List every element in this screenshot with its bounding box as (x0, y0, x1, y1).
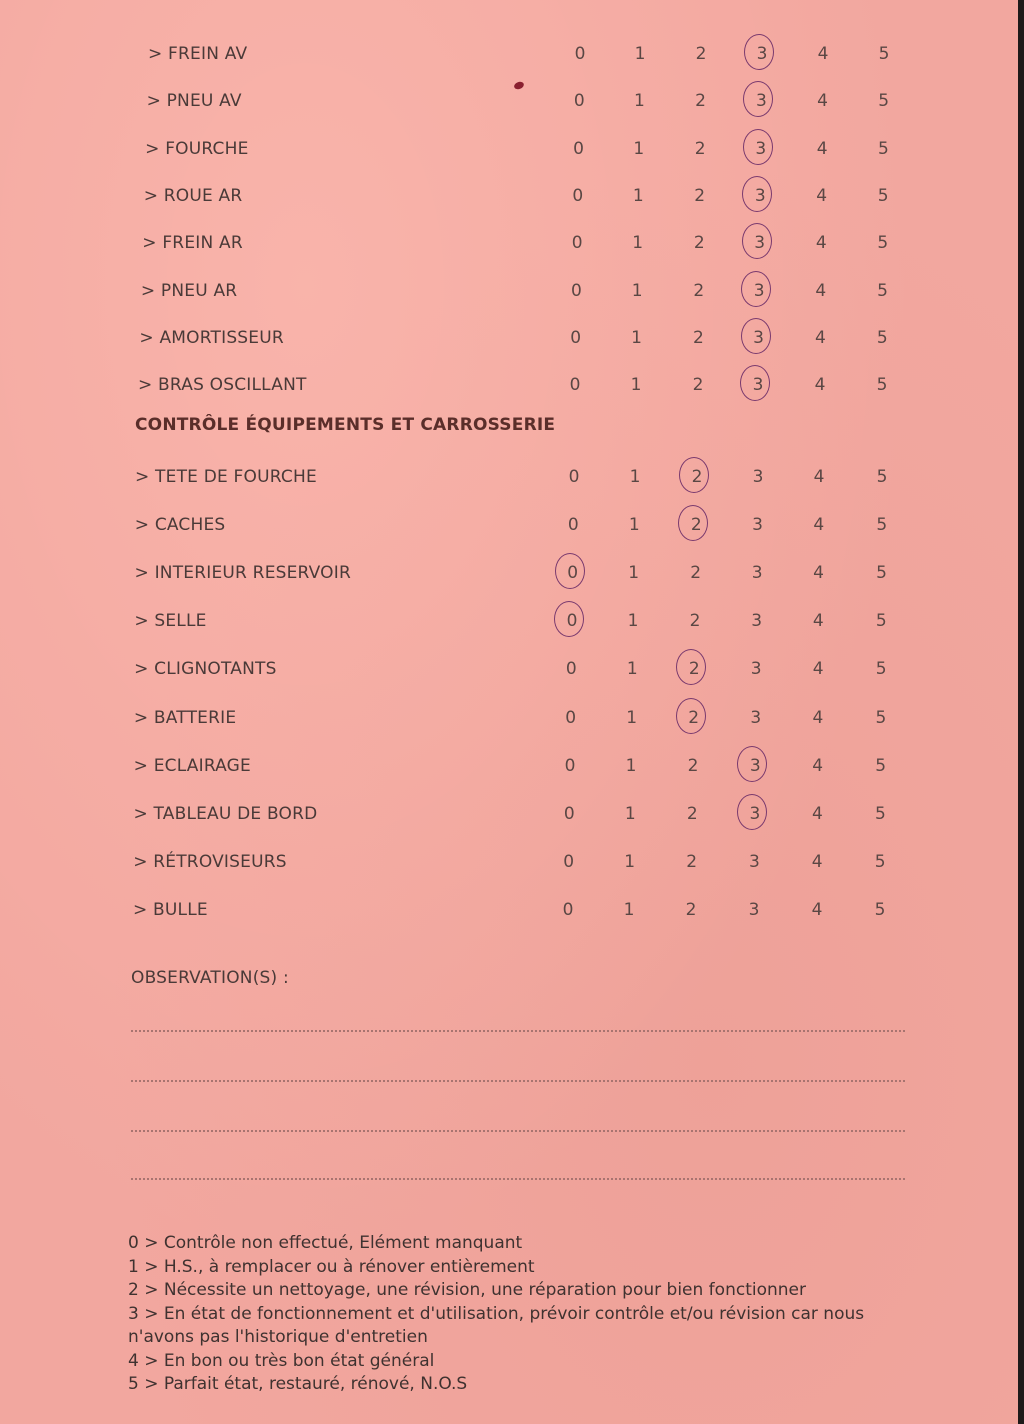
rating-legend (128, 1232, 908, 1397)
score-option-3[interactable]: 3 (749, 137, 773, 161)
score-option-4[interactable]: 4 (814, 375, 826, 396)
score-option-1[interactable]: 1 (626, 707, 638, 728)
observation-line[interactable] (131, 1080, 905, 1082)
score-option-4[interactable]: 4 (815, 233, 827, 254)
rating-row-label: > INTERIEUR RESERVOIR (134, 563, 351, 584)
score-option-3[interactable]: 3 (750, 42, 774, 66)
legend-item: 4 > En bon ou très bon état général (128, 1350, 435, 1371)
rating-row (0, 513, 1018, 553)
score-option-0[interactable]: 0 (572, 185, 584, 206)
rating-row-label: > ECLAIRAGE (133, 755, 251, 776)
score-option-2[interactable]: 2 (693, 233, 705, 254)
rating-row (0, 657, 1018, 697)
score-option-0[interactable]: 0 (562, 899, 574, 920)
score-option-4[interactable]: 4 (811, 899, 823, 920)
rating-row-label: > FREIN AV (148, 44, 248, 64)
score-option-0[interactable]: 0 (563, 803, 575, 824)
score-option-5[interactable]: 5 (878, 91, 890, 112)
score-option-2[interactable]: 2 (686, 851, 698, 872)
score-option-3[interactable]: 3 (743, 802, 767, 826)
legend-item: 1 > H.S., à remplacer ou à rénover entièrement (128, 1256, 535, 1277)
score-option-1[interactable]: 1 (634, 91, 645, 112)
rating-row (0, 184, 1018, 224)
score-option-2[interactable]: 2 (695, 91, 706, 112)
rating-row-label: > BRAS OSCILLANT (138, 375, 307, 396)
score-option-2[interactable]: 2 (693, 327, 704, 348)
legend-item: 5 > Parfait état, restauré, rénové, N.O.S (128, 1374, 468, 1394)
score-option-3[interactable]: 3 (747, 279, 771, 303)
score-option-2[interactable]: 2 (692, 375, 704, 396)
score-option-2[interactable]: 2 (685, 899, 697, 920)
rating-row (0, 373, 1018, 413)
observation-line[interactable] (131, 1178, 905, 1180)
score-option-5[interactable]: 5 (875, 611, 887, 632)
rating-row-label: > SELLE (134, 611, 207, 632)
rating-row (0, 706, 1018, 746)
score-option-3[interactable]: 3 (751, 563, 763, 584)
score-option-2[interactable]: 2 (695, 44, 707, 64)
rating-row (0, 609, 1018, 649)
score-option-1[interactable]: 1 (624, 803, 636, 824)
score-option-2[interactable]: 2 (682, 706, 706, 730)
rating-row-label: > CACHES (134, 515, 226, 536)
rating-row-label: > BULLE (133, 899, 208, 920)
score-option-5[interactable]: 5 (876, 467, 888, 487)
score-option-3[interactable]: 3 (748, 184, 772, 208)
score-option-5[interactable]: 5 (874, 851, 886, 872)
score-option-3[interactable]: 3 (752, 467, 764, 487)
rating-row-label: > RÉTROVISEURS (133, 851, 287, 872)
score-option-0[interactable]: 0 (564, 755, 576, 776)
score-option-4[interactable]: 4 (812, 611, 824, 632)
score-option-4[interactable]: 4 (817, 44, 829, 64)
legend-item: 2 > Nécessite un nettoyage, une révision, une réparation pour bien fonctionner (128, 1280, 806, 1300)
section-title: CONTRÔLE ÉQUIPEMENTS ET CARROSSERIE (135, 415, 556, 435)
score-option-2[interactable]: 2 (689, 611, 701, 632)
score-option-4[interactable]: 4 (812, 659, 824, 680)
score-option-1[interactable]: 1 (626, 659, 638, 680)
rating-row-label: > PNEU AR (140, 280, 238, 301)
score-option-5[interactable]: 5 (877, 280, 888, 301)
score-option-0[interactable]: 0 (563, 851, 575, 872)
score-option-4[interactable]: 4 (815, 280, 827, 301)
rating-row-label: > BATTERIE (133, 707, 237, 728)
score-option-3[interactable]: 3 (749, 89, 773, 113)
score-option-5[interactable]: 5 (874, 899, 886, 920)
rating-row-label: > ROUE AR (143, 185, 243, 206)
legend-item: 0 > Contrôle non effectué, Elément manquant (128, 1233, 523, 1253)
score-option-5[interactable]: 5 (878, 44, 890, 64)
score-option-1[interactable]: 1 (624, 851, 636, 872)
score-option-1[interactable]: 1 (623, 899, 635, 920)
rating-row (0, 465, 1018, 505)
rating-row (0, 898, 1018, 938)
background-edge (1018, 0, 1024, 1424)
score-option-5[interactable]: 5 (878, 138, 889, 159)
score-option-1[interactable]: 1 (628, 563, 640, 584)
score-option-3[interactable]: 3 (751, 611, 763, 632)
score-option-1[interactable]: 1 (628, 515, 640, 536)
score-option-2[interactable]: 2 (685, 465, 709, 489)
score-option-0[interactable]: 0 (574, 44, 586, 64)
score-option-1[interactable]: 1 (632, 233, 644, 254)
score-option-3[interactable]: 3 (747, 326, 771, 350)
score-option-0[interactable]: 0 (567, 515, 579, 536)
score-option-1[interactable]: 1 (632, 185, 644, 206)
score-option-4[interactable]: 4 (812, 803, 823, 824)
score-option-3[interactable]: 3 (750, 659, 762, 680)
rating-row (0, 850, 1018, 890)
score-option-2[interactable]: 2 (694, 138, 706, 159)
score-option-4[interactable]: 4 (815, 327, 826, 348)
score-option-0[interactable]: 0 (570, 327, 582, 348)
rating-row (0, 326, 1018, 366)
score-option-1[interactable]: 1 (625, 755, 637, 776)
score-option-5[interactable]: 5 (876, 327, 888, 348)
rating-row (0, 754, 1018, 794)
score-option-2[interactable]: 2 (694, 185, 706, 206)
score-option-2[interactable]: 2 (682, 657, 706, 681)
score-option-3[interactable]: 3 (748, 231, 772, 255)
score-option-2[interactable]: 2 (693, 280, 705, 301)
score-option-0[interactable]: 0 (561, 561, 585, 585)
rating-row-label: > FREIN AR (142, 233, 243, 254)
score-option-2[interactable]: 2 (690, 563, 702, 584)
rating-row (0, 42, 1018, 82)
score-option-5[interactable]: 5 (877, 185, 889, 206)
score-option-5[interactable]: 5 (876, 563, 887, 584)
observation-line[interactable] (131, 1030, 905, 1032)
score-option-4[interactable]: 4 (813, 563, 824, 584)
rating-row-label: > TABLEAU DE BORD (133, 803, 318, 824)
score-option-0[interactable]: 0 (571, 280, 582, 301)
score-option-0[interactable]: 0 (568, 467, 580, 487)
score-option-0[interactable]: 0 (573, 138, 584, 159)
score-option-4[interactable]: 4 (817, 91, 828, 112)
score-option-0[interactable]: 0 (569, 375, 581, 396)
score-option-2[interactable]: 2 (684, 513, 708, 537)
score-option-3[interactable]: 3 (752, 515, 763, 536)
score-option-3[interactable]: 3 (750, 707, 762, 728)
rating-row (0, 137, 1018, 177)
rating-row (0, 89, 1018, 129)
score-option-1[interactable]: 1 (631, 327, 642, 348)
score-option-4[interactable]: 4 (816, 138, 828, 159)
rating-row (0, 279, 1018, 319)
score-option-3[interactable]: 3 (748, 899, 760, 920)
observations-label: OBSERVATION(S) : (131, 968, 289, 988)
score-option-1[interactable]: 1 (634, 44, 646, 64)
rating-row (0, 802, 1018, 842)
observation-line[interactable] (131, 1130, 905, 1132)
rating-row-label: > FOURCHE (145, 138, 249, 159)
score-option-1[interactable]: 1 (630, 375, 642, 396)
rating-row (0, 231, 1018, 271)
score-option-0[interactable]: 0 (565, 659, 577, 680)
score-option-5[interactable]: 5 (877, 233, 889, 254)
score-option-0[interactable]: 0 (560, 609, 584, 633)
score-option-5[interactable]: 5 (875, 803, 886, 824)
score-option-3[interactable]: 3 (743, 754, 767, 778)
score-option-1[interactable]: 1 (629, 467, 641, 487)
score-option-4[interactable]: 4 (813, 467, 825, 487)
score-option-0[interactable]: 0 (573, 91, 585, 112)
score-option-5[interactable]: 5 (875, 659, 887, 680)
score-option-0[interactable]: 0 (565, 707, 577, 728)
rating-row-label: > AMORTISSEUR (139, 327, 284, 348)
score-option-5[interactable]: 5 (876, 375, 888, 396)
score-option-3[interactable]: 3 (749, 851, 760, 872)
legend-item: 3 > En état de fonctionnement et d'utilisation, prévoir contrôle et/ou révision car nous n'avons pas l'historique d'entretien (128, 1303, 865, 1347)
score-option-2[interactable]: 2 (687, 755, 699, 776)
score-option-0[interactable]: 0 (571, 233, 583, 254)
score-option-1[interactable]: 1 (633, 138, 645, 159)
score-option-5[interactable]: 5 (876, 515, 888, 536)
score-option-5[interactable]: 5 (875, 755, 887, 776)
score-option-1[interactable]: 1 (627, 611, 639, 632)
score-option-4[interactable]: 4 (812, 755, 824, 776)
score-option-4[interactable]: 4 (813, 515, 825, 536)
score-option-1[interactable]: 1 (631, 280, 643, 301)
rating-row (0, 561, 1018, 601)
score-option-4[interactable]: 4 (816, 185, 828, 206)
score-option-2[interactable]: 2 (686, 803, 698, 824)
score-option-3[interactable]: 3 (746, 373, 770, 397)
rating-row-label: > CLIGNOTANTS (134, 659, 277, 680)
rating-row-label: > TETE DE FOURCHE (135, 467, 317, 487)
score-option-4[interactable]: 4 (811, 851, 823, 872)
score-option-5[interactable]: 5 (875, 707, 887, 728)
score-option-4[interactable]: 4 (812, 707, 824, 728)
rating-row-label: > PNEU AV (146, 91, 242, 112)
